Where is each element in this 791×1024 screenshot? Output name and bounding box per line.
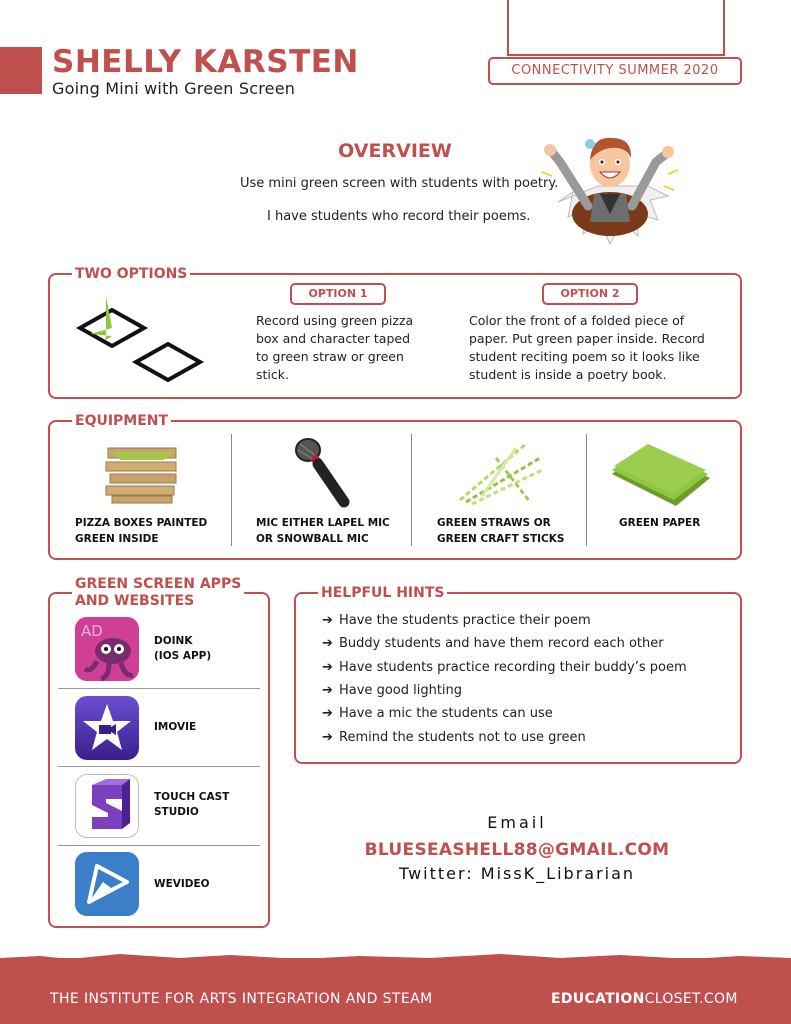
option-1-text: Record using green pizza box and character taped to green straw or green stick. (256, 313, 414, 382)
equipment-label-straws: GREEN STRAWS OR GREEN CRAFT STICKS (437, 517, 565, 545)
app-label-imovie: IMOVIE (154, 721, 197, 733)
touchcast-icon (75, 774, 139, 838)
arrow-right-icon: ➔ (322, 660, 333, 675)
event-label: CONNECTIVITY SUMMER 2020 (488, 57, 742, 85)
equipment-label-mic: MIC EITHER LAPEL MIC OR SNOWBALL MIC (256, 517, 390, 545)
footer-organization: THE INSTITUTE FOR ARTS INTEGRATION AND STEAM (50, 991, 433, 1007)
equipment-divider (231, 434, 232, 546)
green-paper-icon (610, 444, 712, 510)
header-tab-frame (507, 0, 725, 56)
option-2-label: OPTION 2 (542, 283, 638, 305)
overview-line-1: Use mini green screen with students with poetry. (240, 176, 559, 191)
apps-divider (58, 688, 260, 689)
microphone-icon (294, 436, 354, 508)
green-screen-diagram-icon (76, 290, 206, 386)
equipment-divider (411, 434, 412, 546)
app-label-wevideo: WEVIDEO (154, 878, 210, 890)
overview-line-2: I have students who record their poems. (267, 209, 531, 224)
footer-website[interactable]: EDUCATIONCLOSET.COM (551, 991, 738, 1007)
wevideo-icon (75, 852, 139, 916)
equipment-title: EQUIPMENT (72, 413, 171, 429)
hint-item: ➔ Remind the students not to use green (322, 730, 586, 745)
apps-divider (58, 845, 260, 846)
option-1-label: OPTION 1 (290, 283, 386, 305)
app-label-touchcast: TOUCH CAST STUDIO (154, 791, 230, 818)
hint-item: ➔ Have the students practice their poem (322, 613, 591, 628)
header-accent-block (0, 47, 42, 94)
hints-title: HELPFUL HINTS (318, 585, 447, 601)
doink-icon (75, 617, 139, 681)
straws-icon (456, 438, 546, 508)
arrow-right-icon: ➔ (322, 636, 333, 651)
hint-item: ➔ Have students practice recording their buddy’s poem (322, 660, 687, 675)
pizza-boxes-icon (102, 446, 180, 504)
author-name: SHELLY KARSTEN (52, 44, 359, 80)
two-options-title: TWO OPTIONS (72, 266, 190, 282)
arrow-right-icon: ➔ (322, 613, 333, 628)
session-title: Going Mini with Green Screen (52, 79, 296, 98)
overview-title: OVERVIEW (338, 140, 452, 162)
apps-divider (58, 766, 260, 767)
equipment-label-pizza: PIZZA BOXES PAINTED GREEN INSIDE (75, 517, 208, 545)
apps-title: GREEN SCREEN APPS AND WEBSITES (72, 576, 244, 610)
arrow-right-icon: ➔ (322, 706, 333, 721)
arrow-right-icon: ➔ (322, 683, 333, 698)
twitter-handle[interactable]: Twitter: MissK_Librarian (398, 864, 636, 883)
imovie-icon (75, 696, 139, 760)
arrow-right-icon: ➔ (322, 730, 333, 745)
equipment-divider (586, 434, 587, 546)
app-label-doink: DOINK (IOS APP) (154, 635, 212, 662)
equipment-label-paper: GREEN PAPER (619, 517, 701, 529)
doink-icon-text: AD (81, 622, 103, 640)
email-label: Email (487, 813, 547, 832)
avatar-icon (538, 122, 680, 248)
hint-item: ➔ Buddy students and have them record each other (322, 636, 664, 651)
email-address[interactable]: BLUESEASHELL88@GMAIL.COM (364, 840, 670, 860)
hint-item: ➔ Have good lighting (322, 683, 463, 698)
hint-item: ➔ Have a mic the students can use (322, 706, 553, 721)
option-2-text: Color the front of a folded piece of paper. Put green paper inside. Record student reciting poem so it looks like student is inside a poetry book. (469, 313, 705, 382)
